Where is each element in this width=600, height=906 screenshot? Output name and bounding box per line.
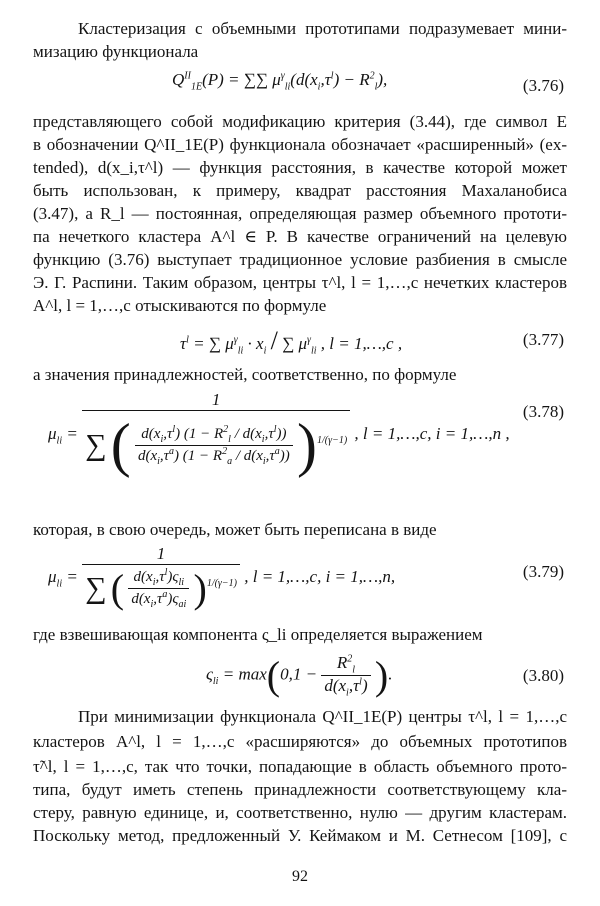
- text-line: в обозначении Q^II_1E(P) функционала обозначает «расширенный» (ex-: [33, 135, 567, 154]
- text-line: па нечеткого кластера A^l ∈ P. В качестве ограничений на целевую: [33, 227, 567, 246]
- equation-3-77: $\tau^l$ = ∑ $\mu^\gamma_{li} \cdot x_i$ / ∑ $\mu^\gamma_{li}$ , l = 1,…,c ,: [180, 326, 403, 357]
- equation-number: (3.79): [522, 562, 564, 581]
- text-line: τ̃^l, l = 1,…,c, так что точки, попадающие в область объемного прото-: [33, 757, 567, 776]
- equation-number: (3.76): [522, 76, 564, 95]
- page-number: 92: [292, 868, 308, 885]
- equation-3-80: $\varsigma_{li} = \max(0,1$ − $\frac{R^2_l}{d(x_i,\tau^l)}$ ).: [206, 652, 393, 699]
- text-line: типа, будут иметь степень принадлежности соответствующему кла-: [33, 780, 567, 799]
- text-line: где взвешивающая компонента ς_li определяется выражением: [33, 625, 483, 644]
- equation-number: (3.78): [522, 402, 564, 421]
- text-line: Кластеризация с объемными прототипами подразумевает мини-: [78, 19, 567, 38]
- equation-3-79: $\mu_{li}$ = 1 ∑ ( $\frac{d(x_i,\tau^l)\varsigma_{li}}{d(x_i,\tau^a)\varsigma_{ai}}$ )$^{1/(\gamma-1)}$ , l = 1,…,c, i = 1,…,n,: [48, 544, 396, 611]
- equation-number: (3.80): [522, 666, 564, 685]
- text-line: кластеров A^l, l = 1,…,c «расширяются» до объемных прототипов: [33, 732, 567, 751]
- text-line: представляющего собой модификацию критерия (3.44), где символ E: [33, 112, 567, 131]
- text-line: стеру, равную единице, и, соответственно, нулю — другим кластерам.: [33, 803, 567, 822]
- text-line: а значения принадлежностей, соответственно, по формуле: [33, 365, 457, 384]
- text-line: функцию (3.76) выступает традиционное условие разбиения в смысле: [33, 250, 567, 269]
- text-line: При минимизации функционала Q^II_1E(P) центры τ^l, l = 1,…,c: [78, 707, 567, 726]
- text-line: которая, в свою очередь, может быть переписана в виде: [33, 520, 437, 539]
- text-line: Э. Г. Распини. Таким образом, центры τ^l, l = 1,…,c нечетких кластеров: [33, 273, 567, 292]
- text-line: (3.47), а R_l — постоянная, определяющая размер объемного прототи-: [33, 204, 567, 223]
- text-line: мизацию функционала: [33, 42, 199, 61]
- equation-number: (3.77): [522, 330, 564, 349]
- text-line: быть использован, к примеру, квадрат расстояния Махаланобиса: [33, 181, 567, 200]
- text-line: A^l, l = 1,…,c отыскиваются по формуле: [33, 296, 327, 315]
- equation-3-76: $Q^{II}_{1E}(P)$ = ∑∑ $\mu^\gamma_{li}(d(x_i,\tau^l) - R^2_l)$,: [172, 70, 388, 93]
- text-line: tended), d(x_i,τ^l) — функция расстояния, в качестве которой может: [33, 158, 567, 177]
- equation-3-78: $\mu_{li}$ = 1 ∑ ( $\frac{d(x_i,\tau^l) (1 - R^2_l / d(x_i,\tau^l))}{d(x_i,\tau^a) (1 - R^2_a / d(x_i,\tau^a))}$ )$^{1/(\gamma-1)}$ , l = 1,…,c, i = 1,…,n ,: [48, 390, 510, 478]
- text-line: Поскольку метод, предложенный У. Кеймаком и М. Сетнесом [109], с: [33, 826, 567, 845]
